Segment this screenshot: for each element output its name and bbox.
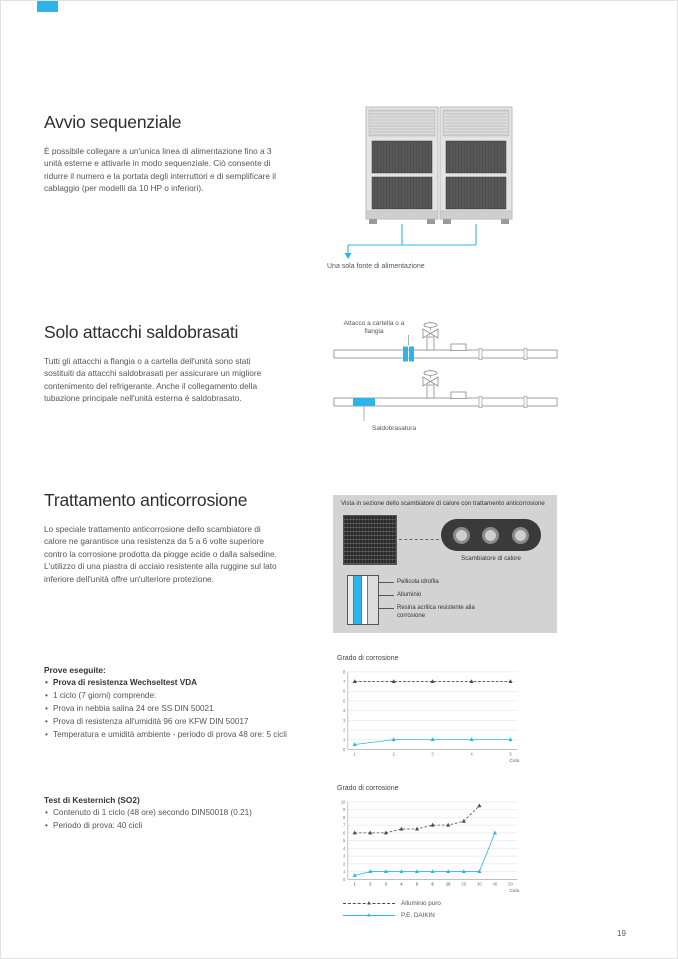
svg-text:1: 1: [353, 751, 356, 757]
svg-text:4: 4: [343, 845, 346, 851]
legend-label-daikin: P.E. DAIKIN: [401, 912, 435, 919]
layer-label-aluminium: Alluminio: [397, 592, 422, 598]
svg-text:0: 0: [343, 876, 346, 882]
heat-exchanger-fin-image: [343, 515, 397, 565]
bottom-valve: [423, 371, 466, 399]
svg-text:3: 3: [343, 853, 346, 859]
svg-text:4: 4: [343, 708, 346, 714]
anticorrosion-body-text: Lo speciale trattamento anticorrosione dello scambiatore di calore ne garantisce una resistenza da 5 a 6 volte superiore contro la corrosione prodotta da piogge acide o dalla salsedine. L'utilizzo di una piastra di acciaio resistente alla ruggine sul lato inferiore dell'unità offre un'ulteriore protezione.: [44, 524, 277, 584]
list-item: • Temperatura e umidità ambiente - periodo di prova 48 ore: 5 cicli: [44, 729, 299, 741]
legend-entry-daikin: [343, 912, 541, 919]
layer-leader-line: [379, 595, 394, 596]
top-valve: [423, 323, 466, 351]
kesternich-test-title: Test di Kesternich (SO2): [44, 795, 140, 805]
brazed-joint-highlight: [353, 398, 375, 406]
tube-cross-section: [512, 527, 529, 544]
chart-legend: [335, 900, 541, 919]
svg-text:8: 8: [343, 814, 346, 820]
layer-leader-line: [379, 582, 394, 583]
list-item: • Periodo di prova: 40 cicli: [44, 820, 306, 832]
top-pipe: [334, 349, 557, 360]
layer-strip-base: [368, 576, 378, 624]
layer-leader-line: [379, 608, 394, 609]
legend-dashed-line-sample: [343, 900, 395, 907]
svg-text:4: 4: [470, 751, 473, 757]
kesternich-test-list: [44, 807, 306, 832]
tests-performed-block: [44, 665, 299, 741]
vda-chart-plot: [335, 667, 541, 765]
svg-text:1: 1: [353, 881, 356, 887]
brand-accent-tab: [37, 1, 58, 12]
svg-text:5: 5: [343, 838, 346, 844]
chart-title: Grado di corrosione: [337, 785, 399, 792]
page-number: 19: [617, 929, 626, 938]
svg-text:1: 1: [343, 737, 346, 743]
tube-cross-section: [453, 527, 470, 544]
layer-label-resin: Resina acrilica resistente alla corrosione: [397, 605, 475, 619]
brazed-body-text: Tutti gli attacchi a flangia o a cartella dell'unità sono stati sostituiti da attacchi saldobrasati per assicurare un migliore contenimento del refrigerante. Anche il collegamento della tubazione principale nell'unità esterna è saldobrasato.: [44, 356, 262, 404]
corrosion-chart-vda: [335, 655, 541, 765]
svg-text:2: 2: [392, 751, 395, 757]
tube-cross-section: [482, 527, 499, 544]
svg-text:Ciclo: Ciclo: [509, 888, 520, 894]
power-source-caption: Una sola fonte di alimentazione: [327, 263, 425, 270]
svg-text:9: 9: [343, 807, 346, 813]
page-title-brazed-connections: Solo attacchi saldobrasati: [44, 322, 239, 342]
section-connector-line: [399, 539, 439, 540]
coating-layers-diagram: [347, 575, 379, 625]
svg-text:5: 5: [509, 751, 512, 757]
list-item: • 1 ciclo (7 giorni) comprende:: [44, 690, 299, 702]
svg-text:20: 20: [461, 881, 467, 887]
svg-text:2: 2: [343, 861, 346, 867]
svg-text:Ciclo: Ciclo: [509, 758, 520, 764]
kesternich-test-block: [44, 795, 306, 833]
chart-title: Grado di corrosione: [337, 655, 399, 662]
corrosion-chart-kesternich: [335, 785, 541, 924]
single-power-line-wiring: [348, 224, 476, 254]
svg-text:2: 2: [343, 727, 346, 733]
brazing-label: Saldobrasatura: [372, 425, 417, 432]
svg-text:10: 10: [340, 799, 346, 805]
svg-text:5: 5: [343, 698, 346, 704]
page-title-sequential-start: Avvio sequenziale: [44, 112, 182, 132]
heat-exchanger-label: Scambiatore di calore: [461, 555, 521, 562]
svg-text:4: 4: [400, 881, 403, 887]
svg-text:40: 40: [492, 881, 498, 887]
svg-text:7: 7: [343, 822, 346, 828]
legend-solid-line-sample: [343, 912, 395, 919]
svg-text:2: 2: [369, 881, 372, 887]
triangle-marker-icon: ▲: [366, 900, 372, 907]
svg-text:10: 10: [445, 881, 451, 887]
flange-connection-label: Attacco a cartella o a flangia: [343, 320, 405, 336]
svg-text:1: 1: [343, 869, 346, 875]
svg-text:8: 8: [343, 669, 346, 675]
anticorrosion-panel-title: Vista in sezione dello scambiatore di calore con trattamento anticorrosione: [341, 500, 545, 507]
tests-performed-list: [44, 677, 299, 740]
svg-text:0: 0: [343, 746, 346, 752]
anticorrosion-panel: [333, 495, 557, 633]
outdoor-unit-right: [440, 107, 512, 224]
list-item: • Contenuto di 1 ciclo (48 ore) secondo DIN50018 (0.21): [44, 807, 306, 819]
svg-text:30: 30: [477, 881, 482, 887]
outdoor-units-illustration: [336, 101, 536, 266]
svg-text:7: 7: [343, 679, 346, 685]
list-item: • Prova di resistenza all'umidità 96 ore KFW DIN 50017: [44, 716, 299, 728]
triangle-marker-icon: ▲: [366, 912, 372, 919]
svg-text:3: 3: [431, 751, 434, 757]
outdoor-unit-left: [366, 107, 438, 224]
svg-text:3: 3: [343, 717, 346, 723]
svg-text:6: 6: [343, 830, 346, 836]
power-line-arrowhead: [345, 253, 352, 259]
svg-text:50: 50: [508, 881, 513, 887]
page-title-anticorrosion: Trattamento anticorrosione: [44, 490, 248, 510]
heat-exchanger-tubes-image: [441, 519, 541, 551]
layer-label-film: Pellicola idrofila: [397, 579, 439, 585]
legend-entry-alluminio: [343, 900, 541, 907]
kesternich-chart-plot: [335, 797, 541, 895]
layer-strip-aluminium: [354, 576, 362, 624]
list-item: • Prova in nebbia salina 24 ore SS DIN 50021: [44, 703, 299, 715]
tests-performed-title: Prove eseguite:: [44, 665, 106, 675]
svg-text:5: 5: [415, 881, 419, 887]
legend-label-alluminio: Alluminio puro: [401, 900, 441, 907]
svg-text:6: 6: [343, 688, 346, 694]
sequential-body-text: È possibile collegare a un'unica linea di alimentazione fino a 3 unità esterne e attivarle in modo sequenziale. Ciò consente di ridurre il numero e la portata degli interruttori e di semplificare il cablaggio (per modelli da 10 HP o inferiori).: [44, 146, 276, 194]
list-item: • Prova di resistenza Wechseltest VDA: [44, 677, 299, 689]
svg-text:3: 3: [384, 881, 388, 887]
svg-text:6: 6: [431, 881, 434, 887]
